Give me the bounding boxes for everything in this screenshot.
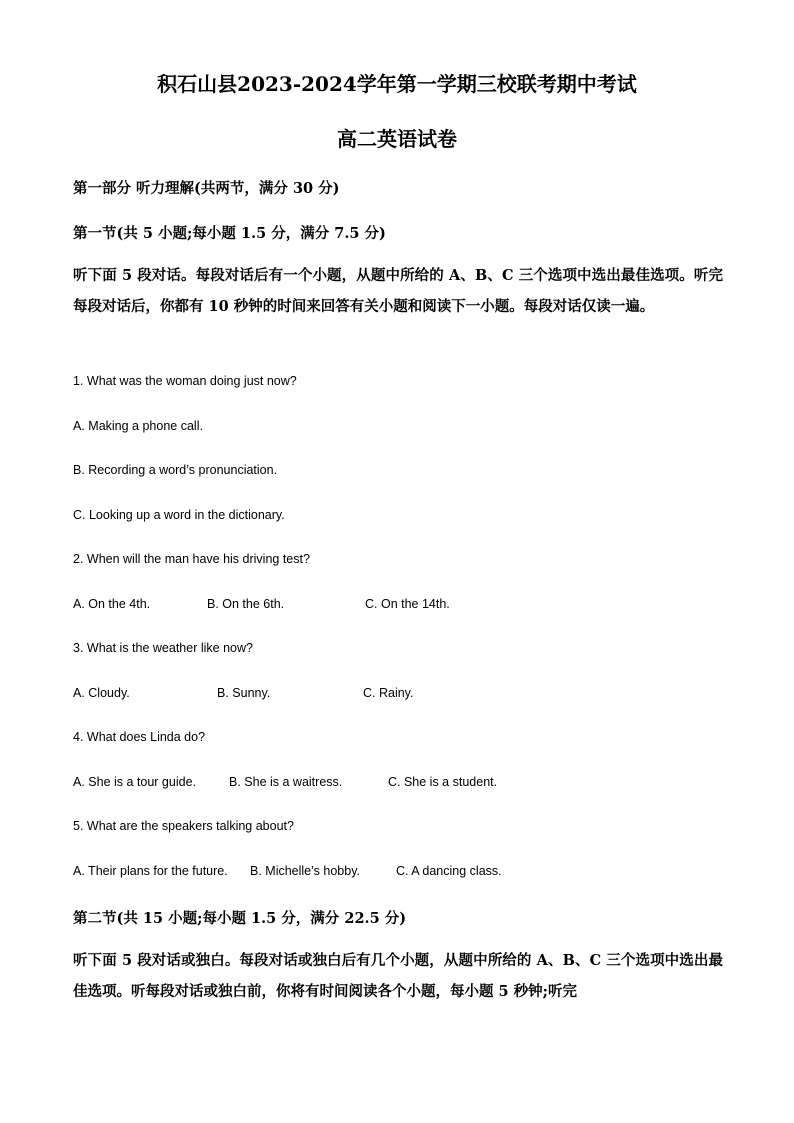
question-4-option-c: C. She is a student.: [388, 775, 498, 789]
question-5-option-c: C. A dancing class.: [396, 864, 502, 878]
exam-subtitle: 高二英语试卷: [337, 127, 457, 151]
question-4-option-b: B. She is a waitress.: [229, 775, 343, 789]
section1-instructions: 听下面 5 段对话。每段对话后有一个小题，从题中所给的 A、B、C 三个选项中选出最佳选项。听完每段对话后，你都有 10 秒钟的时间来回答有关小题和阅读下一小题。每段对话仅读一遍。: [73, 267, 723, 315]
part1-heading: 第一部分 听力理解(共两节，满分 30 分): [73, 180, 340, 197]
question-1-option-c: C. Looking up a word in the dictionary.: [73, 508, 285, 522]
section2-heading: 第二节(共 15 小题;每小题 1.5 分，满分 22.5 分): [73, 910, 407, 927]
question-2-option-c: C. On the 14th.: [365, 597, 450, 611]
section2-instructions: 听下面 5 段对话或独白。每段对话或独白后有几个小题，从题中所给的 A、B、C 三个选项中选出最佳选项。听每段对话或独白前，你将有时间阅读各个小题，每小题 5 秒钟;听完: [73, 952, 723, 1000]
question-1-stem: 1. What was the woman doing just now?: [73, 374, 297, 388]
question-2-option-a: A. On the 4th.: [73, 597, 151, 611]
question-3-option-a: A. Cloudy.: [73, 686, 130, 700]
question-3-option-b: B. Sunny.: [217, 686, 271, 700]
question-3-stem: 3. What is the weather like now?: [73, 641, 253, 655]
section1-heading: 第一节(共 5 小题;每小题 1.5 分，满分 7.5 分): [73, 225, 386, 242]
question-1-option-a: A. Making a phone call.: [73, 419, 203, 433]
question-4-stem: 4. What does Linda do?: [73, 730, 206, 744]
exam-title: 积石山县2023-2024学年第一学期三校联考期中考试: [157, 72, 637, 96]
question-2-option-b: B. On the 6th.: [207, 597, 285, 611]
question-4-option-a: A. She is a tour guide.: [73, 775, 196, 789]
question-3-option-c: C. Rainy.: [363, 686, 414, 700]
question-1-option-b: B. Recording a word’s pronunciation.: [73, 463, 278, 477]
question-5-stem: 5. What are the speakers talking about?: [73, 819, 294, 833]
question-5-option-b: B. Michelle’s hobby.: [250, 864, 361, 878]
question-2-stem: 2. When will the man have his driving test?: [73, 552, 310, 566]
question-5-option-a: A. Their plans for the future.: [73, 864, 228, 878]
